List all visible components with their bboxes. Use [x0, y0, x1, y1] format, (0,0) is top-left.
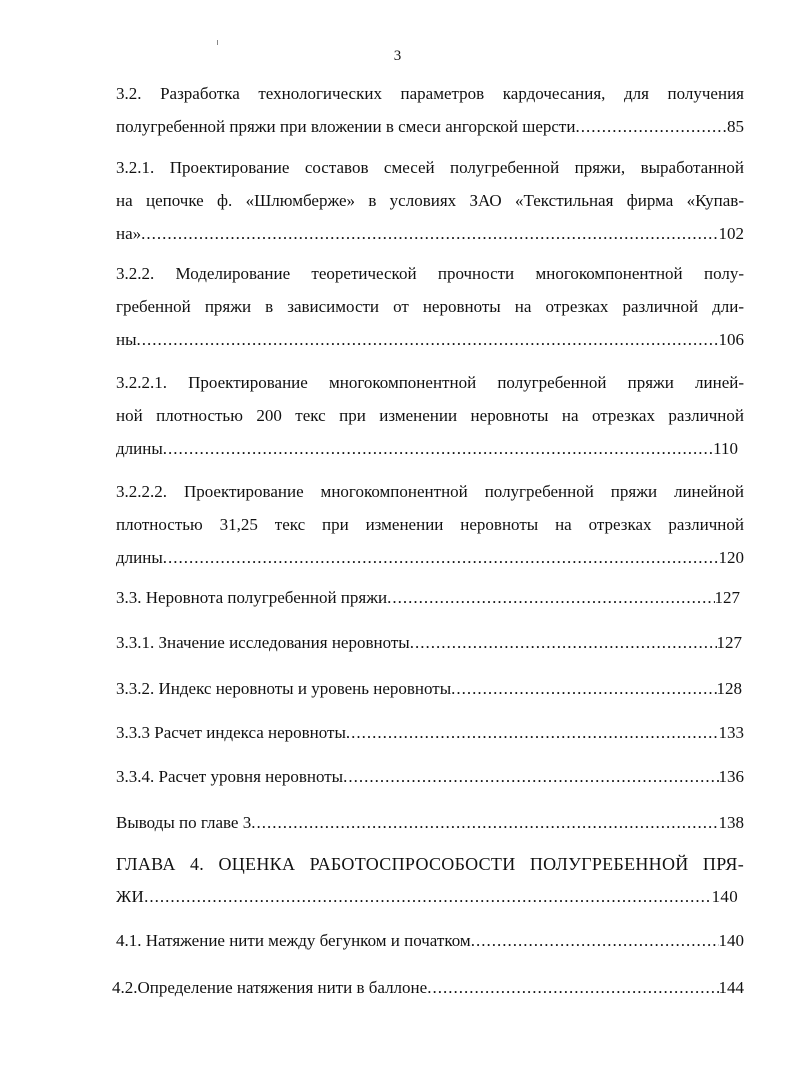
toc-entry-line: на цепочке ф. «Шлюмберже» в условиях ЗАО «Текстильная фирма «Купав- [116, 191, 744, 210]
toc-entry-text: ЖИ [116, 887, 145, 906]
toc-entry-line: 3.2.1. Проектирование составов смесей полугребенной пряжи, выработанной [116, 158, 744, 177]
toc-entry-leader-line [116, 887, 738, 907]
scan-speck [217, 40, 218, 45]
toc-page-number: 127 [716, 633, 742, 652]
dot-leader [144, 887, 711, 907]
toc-entry-3-3-3[interactable] [116, 723, 744, 743]
toc-entry-3-2-2[interactable] [116, 264, 744, 350]
toc-entry-leader-line [116, 117, 744, 137]
toc-page-number: 128 [716, 679, 742, 698]
toc-entry-text: 3.3.1. Значение исследования неровноты [116, 633, 410, 652]
toc-page-number: 140 [711, 887, 738, 906]
dot-leader [471, 931, 719, 951]
dot-leader [163, 548, 719, 568]
dot-leader [387, 588, 714, 608]
toc-entry-3-3[interactable] [116, 588, 744, 608]
toc-entry-line: плотностью 31,25 текс при изменении неровноты на отрезках различной [116, 515, 744, 534]
toc-page-number: 102 [718, 224, 744, 243]
toc-entry-line: гребенной пряжи в зависимости от неровноты на отрезках различной дли- [116, 297, 744, 316]
toc-entry-line: 3.2. Разработка технологических параметров кардочесания, для получения [116, 84, 744, 103]
toc-page-number: 127 [714, 588, 740, 607]
dot-leader [346, 723, 719, 743]
toc-page-number: 120 [718, 548, 744, 567]
toc-entry-3-3-1[interactable] [116, 633, 744, 653]
toc-entry-text: 3.3.4. Расчет уровня неровноты [116, 767, 344, 786]
toc-page-number: 144 [718, 978, 744, 997]
toc-entry-line: ной плотностью 200 текс при изменении неровноты на отрезках различной [116, 406, 744, 425]
page-number: 3 [393, 48, 402, 64]
toc-page-number: 140 [718, 931, 744, 950]
toc-entry-line: 3.2.2.1. Проектирование многокомпонентной полугребенной пряжи линей- [116, 373, 744, 392]
toc-entry-leader-line [116, 330, 744, 350]
toc-entry-line: 3.2.2. Моделирование теоретической прочности многокомпонентной полу- [116, 264, 744, 283]
dot-leader [410, 633, 717, 653]
toc-entry-leader-line [116, 813, 744, 833]
toc-entry-text: на» [116, 224, 142, 243]
toc-page-number: 136 [718, 767, 744, 786]
toc-entry-leader-line [116, 931, 744, 951]
toc-entry-3-2[interactable] [116, 84, 744, 137]
toc-entry-text: 3.3.3 Расчет индекса неровноты [116, 723, 346, 742]
toc-entry-leader-line [116, 723, 744, 743]
toc-page-number: 133 [718, 723, 744, 742]
toc-entry-leader-line [116, 679, 742, 699]
toc-entry-3-3-2[interactable] [116, 679, 744, 699]
toc-entry-line: 3.2.2.2. Проектирование многокомпонентной полугребенной пряжи линейной [116, 482, 744, 501]
toc-entry-leader-line [116, 439, 738, 459]
toc-entry-text: 3.3.2. Индекс неровноты и уровень неровноты [116, 679, 452, 698]
dot-leader [137, 330, 719, 350]
toc-entry-leader-line [116, 633, 742, 653]
toc-entry-text: длины [116, 548, 163, 567]
toc-entry-leader-line [112, 978, 744, 998]
dot-leader [163, 439, 713, 459]
dot-leader [251, 813, 718, 833]
dot-leader [427, 978, 718, 998]
toc-entry-text: 4.2.Определение натяжения нити в баллоне [112, 978, 428, 997]
toc-page-number: 138 [718, 813, 744, 832]
toc-entry-4-1[interactable] [116, 931, 744, 951]
toc-entry-3-2-2-1[interactable] [116, 373, 744, 459]
toc-entry-4-2[interactable] [112, 978, 744, 998]
toc-entry-leader-line [116, 767, 744, 787]
dot-leader [575, 117, 727, 137]
toc-entry-leader-line [116, 588, 740, 608]
toc-entry-leader-line [116, 548, 744, 568]
dot-leader [141, 224, 718, 244]
toc-entry-3-2-1[interactable] [116, 158, 744, 244]
toc-page-number: 106 [718, 330, 744, 349]
toc-entry-text: 4.1. Натяжение нити между бегунком и початком [116, 931, 471, 950]
toc-entry-3-2-2-2[interactable] [116, 482, 744, 568]
toc-entry-chapter-3-conclusions[interactable] [116, 813, 744, 833]
dot-leader [451, 679, 716, 699]
toc-entry-chapter-4[interactable] [116, 854, 744, 907]
toc-page-number: 110 [713, 439, 738, 458]
toc-entry-line: ГЛАВА 4. ОЦЕНКА РАБОТОСПРОСОБОСТИ ПОЛУГРЕБЕННОЙ ПРЯ- [116, 854, 744, 874]
toc-entry-leader-line [116, 224, 744, 244]
toc-page-number: 85 [727, 117, 744, 136]
toc-entry-text: ны [116, 330, 137, 349]
toc-entry-text: полугребенной пряжи при вложении в смеси ангорской шерсти [116, 117, 576, 136]
toc-entry-text: Выводы по главе 3 [116, 813, 252, 832]
toc-entry-text: длины [116, 439, 163, 458]
dot-leader [343, 767, 718, 787]
toc-entry-3-3-4[interactable] [116, 767, 744, 787]
toc-entry-text: 3.3. Неровнота полугребенной пряжи [116, 588, 388, 607]
